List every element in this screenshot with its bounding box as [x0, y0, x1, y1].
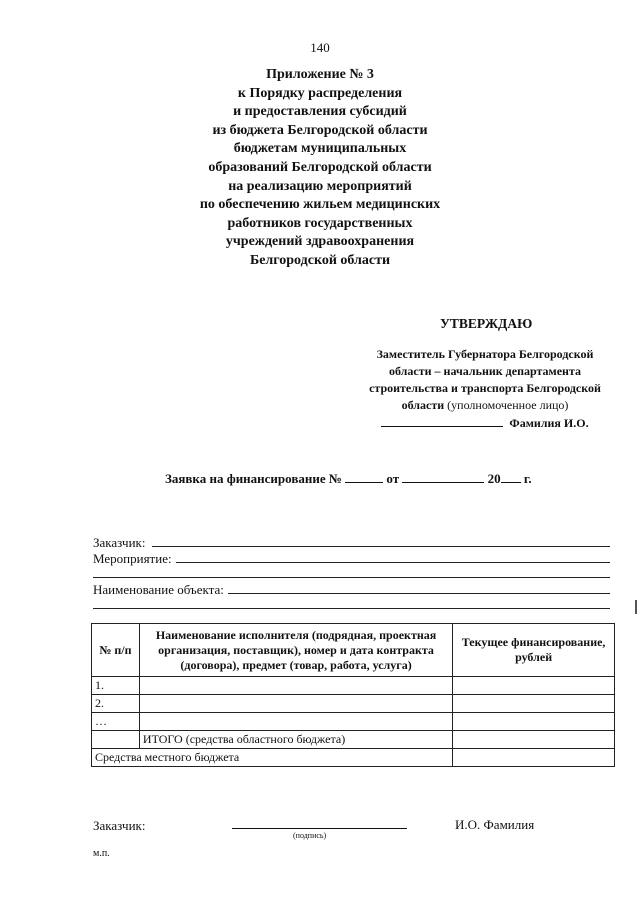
page-number: 140: [310, 40, 330, 55]
total-regional-row: [92, 731, 615, 749]
signature-caption: (подпись): [293, 831, 327, 840]
row-number: 2.: [92, 695, 140, 713]
request-year-blank[interactable]: [501, 470, 521, 483]
approval-line: Заместитель Губернатора Белгородской: [376, 347, 594, 361]
total-regional-value[interactable]: [453, 731, 615, 749]
request-title: [165, 470, 532, 487]
row-contractor-cell[interactable]: [139, 677, 452, 695]
customer-fill-line[interactable]: [152, 546, 610, 547]
approval-block: [340, 346, 630, 432]
appendix-line: образований Белгородской области: [208, 159, 432, 175]
table-header-row: [92, 624, 615, 677]
request-number-blank[interactable]: [345, 470, 383, 483]
table-row: [92, 713, 615, 731]
approval-title: УТВЕРЖДАЮ: [440, 316, 533, 331]
appendix-heading: [155, 66, 485, 271]
appendix-line: Белгородской области: [249, 252, 391, 268]
object-fill-line[interactable]: [228, 593, 610, 594]
table-row: [92, 677, 615, 695]
appendix-line: на реализацию мероприятий: [228, 178, 412, 194]
request-from: от: [386, 471, 400, 486]
local-budget-row: [92, 749, 615, 767]
appendix-line: из бюджета Белгородской области: [212, 122, 428, 138]
table-row: [92, 695, 615, 713]
event-label: Мероприятие:: [93, 551, 172, 566]
appendix-line: бюджетам муниципальных: [233, 141, 407, 157]
request-year-prefix: 20: [487, 471, 501, 486]
appendix-line: к Порядку распределения: [237, 85, 403, 101]
financing-table: [91, 623, 615, 767]
approval-signature-line: [381, 414, 503, 427]
row-number: …: [92, 713, 140, 731]
row-financing-cell[interactable]: [453, 677, 615, 695]
event-fill-line-2[interactable]: [93, 577, 610, 578]
footer-customer-label: Заказчик:: [93, 818, 146, 833]
row-number: 1.: [92, 677, 140, 695]
header-financing: Текущее финансирование, рублей: [453, 624, 615, 677]
appendix-line: Приложение № 3: [266, 67, 374, 82]
approval-line-bold: области: [401, 398, 445, 412]
request-label: Заявка на финансирование №: [165, 471, 342, 486]
local-budget-value[interactable]: [453, 749, 615, 767]
row-financing-cell[interactable]: [453, 695, 615, 713]
header-contractor: Наименование исполнителя (подрядная, проектная организация, поставщик), номер и дата контракта (договора), предмет (товар, работа, услуга): [139, 624, 452, 677]
request-date-blank[interactable]: [402, 470, 484, 483]
customer-label: Заказчик:: [93, 535, 146, 550]
stamp-place: м.п.: [93, 848, 110, 859]
total-regional-label: ИТОГО (средства областного бюджета): [139, 731, 452, 749]
object-name-label: Наименование объекта:: [93, 582, 224, 597]
scan-edge-mark: [635, 600, 637, 614]
object-fill-line-2[interactable]: [93, 608, 610, 609]
footer-signature-line[interactable]: [232, 828, 407, 829]
approval-signature-row: [340, 414, 630, 432]
row-financing-cell[interactable]: [453, 713, 615, 731]
approval-line: области – начальник департамента: [388, 364, 582, 378]
row-contractor-cell[interactable]: [139, 713, 452, 731]
appendix-line: и предоставления субсидий: [233, 104, 407, 120]
appendix-line: по обеспечению жильем медицинских: [199, 197, 441, 213]
footer-name-placeholder: И.О. Фамилия: [455, 817, 535, 832]
header-number: № п/п: [92, 624, 140, 677]
event-fill-line[interactable]: [176, 562, 610, 563]
total-blank-cell: [92, 731, 140, 749]
authorized-person-note: (уполномоченное лицо): [447, 398, 569, 412]
approval-signature-name: Фамилия И.О.: [509, 416, 589, 430]
row-contractor-cell[interactable]: [139, 695, 452, 713]
approval-line: [340, 397, 630, 414]
request-year-suffix: г.: [523, 471, 532, 486]
appendix-line: учреждений здравоохранения: [225, 234, 415, 250]
appendix-line: работников государственных: [227, 215, 413, 231]
approval-line: строительства и транспорта Белгородской: [369, 381, 601, 395]
local-budget-label: Средства местного бюджета: [92, 749, 453, 767]
